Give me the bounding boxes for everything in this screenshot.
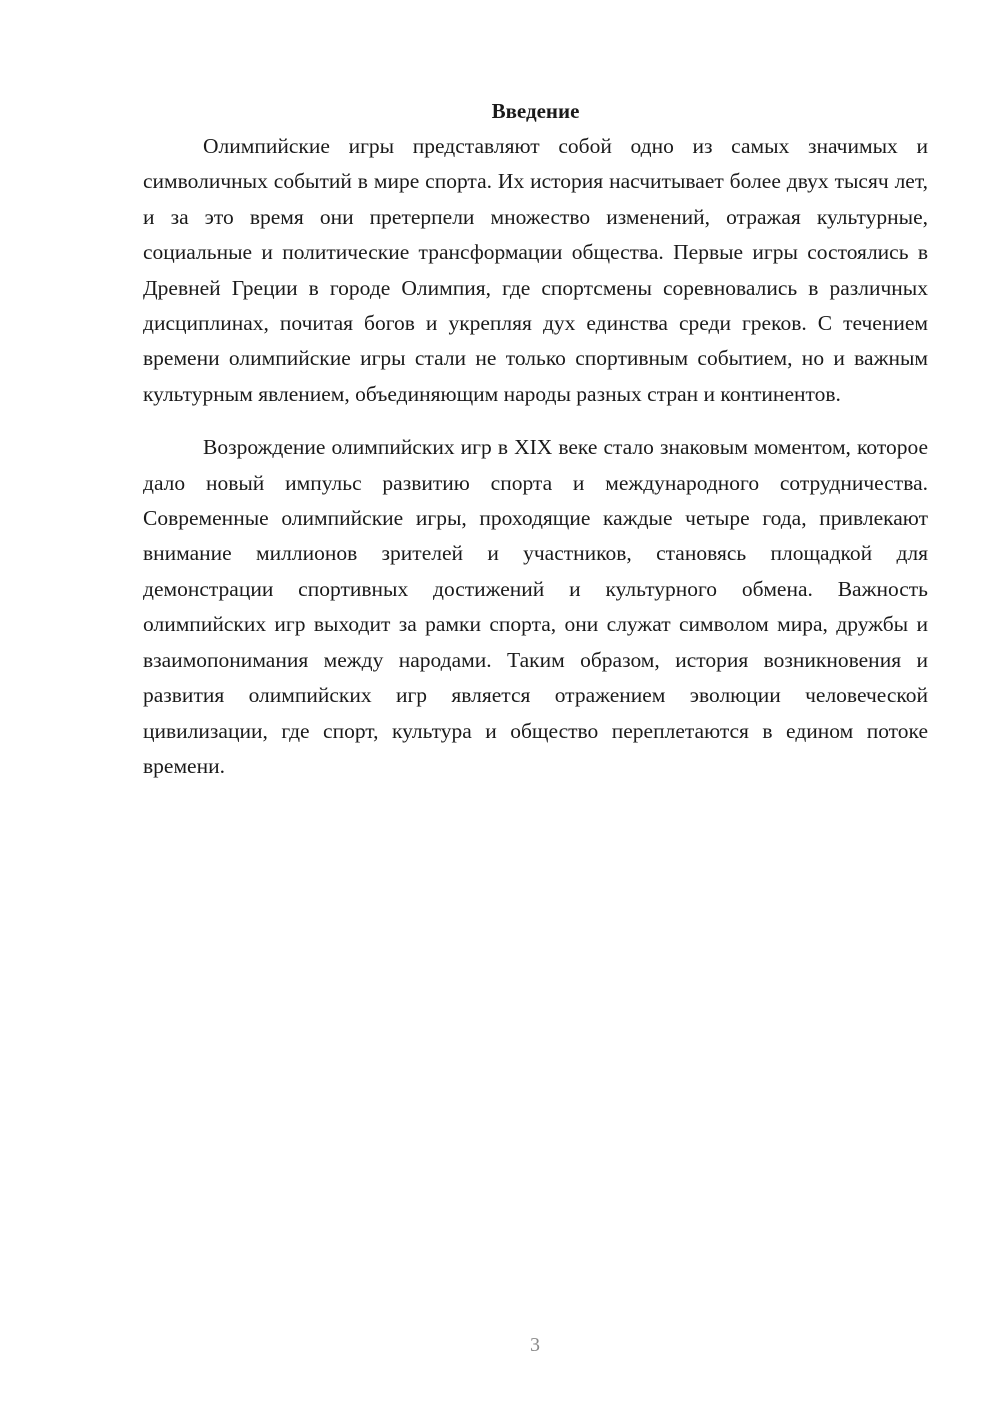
page-number: 3 xyxy=(530,1334,540,1356)
section-heading: Введение xyxy=(491,99,580,123)
paragraph-2: Возрождение олимпийских игр в XIX веке стало знаковым моментом, которое дало новый импульс развитию спорта и международного сотрудничества. Современные олимпийские игры, проходящие каждые четыре года, привлекают внимание миллионов зрителей и участников, становясь площадкой для демонстрации спортивных достижений и культурного обмена. Важность олимпийских игр выходит за рамки спорта, они служат символом мира, дружбы и взаимопонимания между народами. Таким образом, история возникновения и развития олимпийских игр является отражением эволюции человеческой цивилизации, где спорт, культура и общество переплетаются в едином потоке времени. xyxy=(143,435,928,778)
paragraph-1: Олимпийские игры представляют собой одно из самых значимых и символичных событий в мире спорта. Их история насчитывает более двух тысяч лет, и за это время они претерпели множество изменений, отражая культурные, социальные и политические трансформации общества. Первые игры состоялись в Древней Греции в городе Олимпия, где спортсмены соревновались в различных дисциплинах, почитая богов и укрепляя дух единства среди греков. С течением времени олимпийские игры стали не только спортивным событием, но и важным культурным явлением, объединяющим народы разных стран и континентов. xyxy=(143,134,928,406)
page-content xyxy=(143,93,928,784)
